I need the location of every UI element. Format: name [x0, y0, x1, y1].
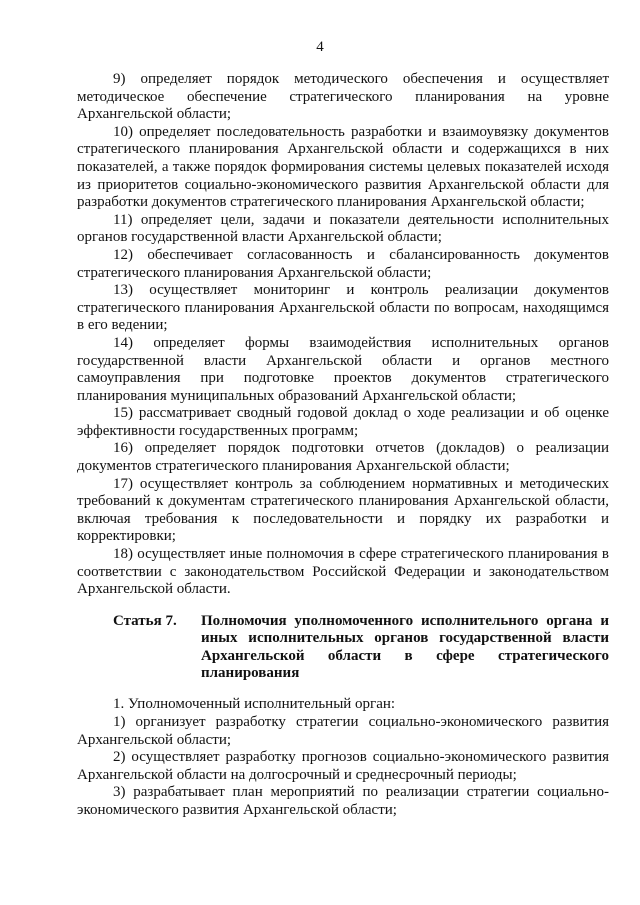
article-heading: [77, 613, 609, 683]
paragraph-item-17: 17) осуществляет контроль за соблюдением нормативных и методических требований к документам стратегического планирования Архангельской области, включая требования к последовательности и порядку их разработки и корректировки;: [77, 475, 609, 545]
paragraph-item-13: 13) осуществляет мониторинг и контроль реализации документов стратегического планирования Архангельской области по вопросам, находящимся в его ведении;: [77, 282, 609, 334]
paragraph-item-14: 14) определяет формы взаимодействия исполнительных органов государственной власти Архангельской области и органов местного самоуправления при подготовке проектов документов стратегического планирования муниципальных образований Архангельской области;: [77, 334, 609, 404]
article-label: Статья 7.: [113, 612, 177, 629]
paragraph-subitem-1: 1) организует разработку стратегии социально-экономического развития Архангельской области;: [77, 714, 609, 748]
paragraph-item-18: 18) осуществляет иные полномочия в сфере стратегического планирования в соответствии с законодательством Российской Федерации и законодательством Архангельской области.: [77, 546, 609, 598]
paragraph-point-1: 1. Уполномоченный исполнительный орган:: [113, 696, 396, 713]
paragraph-item-15: 15) рассматривает сводный годовой доклад о ходе реализации и об оценке эффективности государственных программ;: [77, 405, 609, 439]
paragraph-item-10: 10) определяет последовательность разработки и взаимоувязку документов стратегического планирования Архангельской области и содержащихся в них показателей, а также порядок формирования системы целевых показателей исходя из приоритетов социально-экономического развития Архангельской области для разработки документов стратегического планирования Архангельской области;: [77, 123, 609, 211]
paragraph-item-16: 16) определяет порядок подготовки отчетов (докладов) о реализации документов стратегического планирования Архангельской области;: [77, 440, 609, 475]
paragraph-subitem-3: 3) разрабатывает план мероприятий по реализации стратегии социально-экономического развития Архангельской области;: [77, 784, 609, 818]
paragraph-item-11: 11) определяет цели, задачи и показатели деятельности исполнительных органов государственной власти Архангельской области;: [77, 211, 609, 246]
paragraph-subitem-2: 2) осуществляет разработку прогнозов социально-экономического развития Архангельской области на долгосрочный и среднесрочный периоды;: [77, 749, 609, 783]
page-number: 4: [316, 39, 324, 55]
document-body: [77, 71, 609, 820]
article-title: Полномочия уполномоченного исполнительного органа и иных исполнительных органов государственной власти Архангельской области в сфере стратегического планирования: [201, 612, 609, 682]
paragraph-item-9: 9) определяет порядок методического обеспечения и осуществляет методическое обеспечение стратегического планирования на уровне Архангельской области;: [77, 71, 609, 123]
paragraph-item-12: 12) обеспечивает согласованность и сбалансированность документов стратегического планирования Архангельской области;: [77, 246, 609, 281]
